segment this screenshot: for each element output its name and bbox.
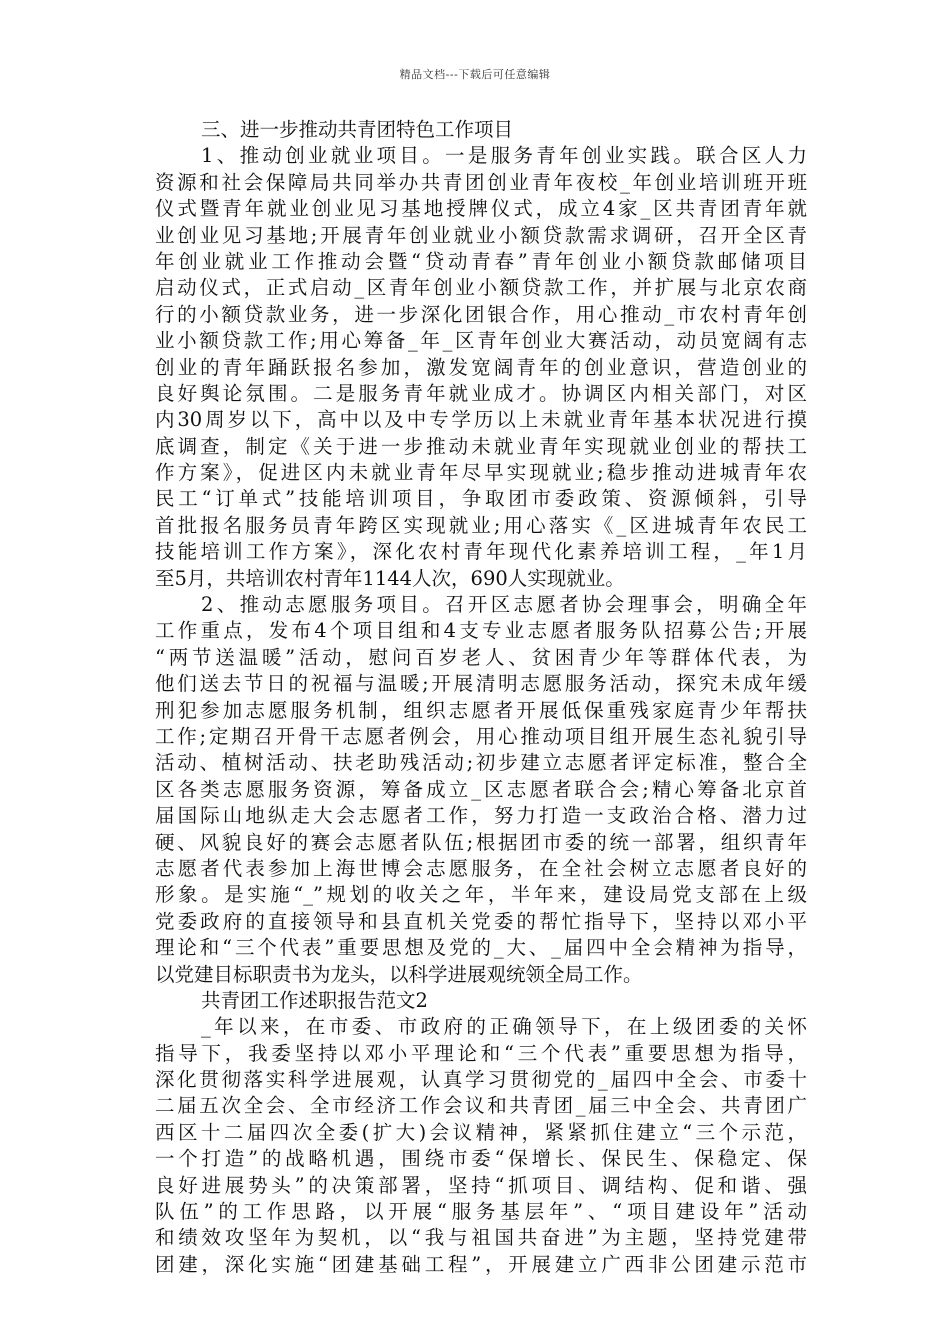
- text-line: 技能培训工作方案》，深化农村青年现代化素养培训工程，_年1月: [155, 540, 807, 564]
- section-heading: 共青团工作述职报告范文2: [201, 988, 428, 1012]
- text-line: 深化贯彻落实科学进展观，认真学习贯彻党的_届四中全会、市委十: [155, 1068, 807, 1092]
- text-line: 区各类志愿服务资源，筹备成立_区志愿者联合会;精心筹备北京首: [155, 777, 807, 801]
- text-line: 他们送去节日的祝福与温暖;开展清明志愿服务活动，探究未成年缓: [155, 672, 807, 696]
- text-line: 一个打造”的战略机遇，围绕市委“保增长、保民生、保稳定、保: [155, 1147, 807, 1171]
- text-line: 二届五次全会、全市经济工作会议和共青团_届三中全会、共青团广: [155, 1094, 807, 1118]
- text-line: 资源和社会保障局共同举办共青团创业青年夜校_年创业培训班开班: [155, 170, 807, 194]
- text-line: 仪式暨青年就业创业见习基地授牌仪式，成立4家_区共青团青年就: [155, 197, 807, 221]
- text-line: 团建，深化实施“团建基础工程”，开展建立广西非公团建示范市: [155, 1252, 807, 1276]
- text-line: 志愿者代表参加上海世博会志愿服务，在全社会树立志愿者良好的: [155, 856, 807, 880]
- text-line: 民工“订单式”技能培训项目，争取团市委政策、资源倾斜，引导: [155, 487, 807, 511]
- text-line: 内30周岁以下，高中以及中专学历以上未就业青年基本状况进行摸: [155, 408, 807, 432]
- text-line: 队伍”的工作思路，以开展“服务基层年”、“项目建设年”活动: [155, 1200, 807, 1224]
- text-line: _年以来，在市委、市政府的正确领导下，在上级团委的关怀: [201, 1015, 807, 1039]
- text-line: 创业的青年踊跃报名参加，激发宽阔青年的创业意识，营造创业的: [155, 355, 807, 379]
- text-line: 工作;定期召开骨干志愿者例会，用心推动项目组开展生态礼貌引导: [155, 724, 807, 748]
- text-line: 西区十二届四次全委(扩大)会议精神，紧紧抓住建立“三个示范，: [155, 1120, 807, 1144]
- text-line: 业创业见习基地;开展青年创业就业小额贷款需求调研，召开全区青: [155, 223, 807, 247]
- text-line: 以党建目标职责书为龙头，以科学进展观统领全局工作。: [155, 962, 643, 986]
- text-line: 良好进展势头”的决策部署，坚持“抓项目、调结构、促和谐、强: [155, 1173, 807, 1197]
- text-line: 至5月，共培训农村青年1144人次，690人实现就业。: [155, 566, 625, 590]
- document-body: [155, 117, 807, 1278]
- section-heading: 三、进一步推动共青团特色工作项目: [201, 118, 514, 141]
- text-line: 形象。是实施“_”规划的收关之年，半年来，建设局党支部在上级: [155, 883, 807, 907]
- text-line: 届国际山地纵走大会志愿者工作，努力打造一支政治合格、潜力过: [155, 804, 807, 828]
- text-line: 作方案》，促进区内未就业青年尽早实现就业;稳步推动进城青年农: [155, 461, 807, 485]
- page-header: 精品文档---下载后可任意编辑: [399, 68, 551, 81]
- text-line: 指导下，我委坚持以邓小平理论和“三个代表”重要思想为指导，: [155, 1041, 807, 1065]
- text-line: 2、推动志愿服务项目。召开区志愿者协会理事会，明确全年: [201, 593, 807, 617]
- text-line: 启动仪式，正式启动_区青年创业小额贷款工作，并扩展与北京农商: [155, 276, 807, 300]
- text-line: 和绩效攻坚年为契机，以“我与祖国共奋进”为主题，坚持党建带: [155, 1226, 807, 1250]
- text-line: 良好舆论氛围。二是服务青年就业成才。协调区内相关部门，对区: [155, 381, 807, 405]
- text-line: 业小额贷款工作;用心筹备_年_区青年创业大赛活动，动员宽阔有志: [155, 329, 807, 353]
- text-line: 1、推动创业就业项目。一是服务青年创业实践。联合区人力: [201, 144, 807, 168]
- text-line: 首批报名服务员青年跨区实现就业;用心落实《_区进城青年农民工: [155, 513, 807, 537]
- text-line: 底调查，制定《关于进一步推动未就业青年实现就业创业的帮扶工: [155, 434, 807, 458]
- text-line: 年创业就业工作推动会暨“贷动青春”青年创业小额贷款邮储项目: [155, 249, 807, 273]
- text-line: 硬、风貌良好的赛会志愿者队伍;根据团市委的统一部署，组织青年: [155, 830, 807, 854]
- text-line: 工作重点，发布4个项目组和4支专业志愿者服务队招募公告;开展: [155, 619, 807, 643]
- text-line: 行的小额贷款业务，进一步深化团银合作，用心推动_市农村青年创: [155, 302, 807, 326]
- text-line: 理论和“三个代表”重要思想及党的_大、_届四中全会精神为指导，: [155, 936, 807, 960]
- text-line: “两节送温暖”活动，慰问百岁老人、贫困青少年等群体代表，为: [155, 645, 807, 669]
- text-line: 党委政府的直接领导和县直机关党委的帮忙指导下，坚持以邓小平: [155, 909, 807, 933]
- text-line: 刑犯参加志愿服务机制，组织志愿者开展低保重残家庭青少年帮扶: [155, 698, 807, 722]
- text-line: 活动、植树活动、扶老助残活动;初步建立志愿者评定标准，整合全: [155, 751, 807, 775]
